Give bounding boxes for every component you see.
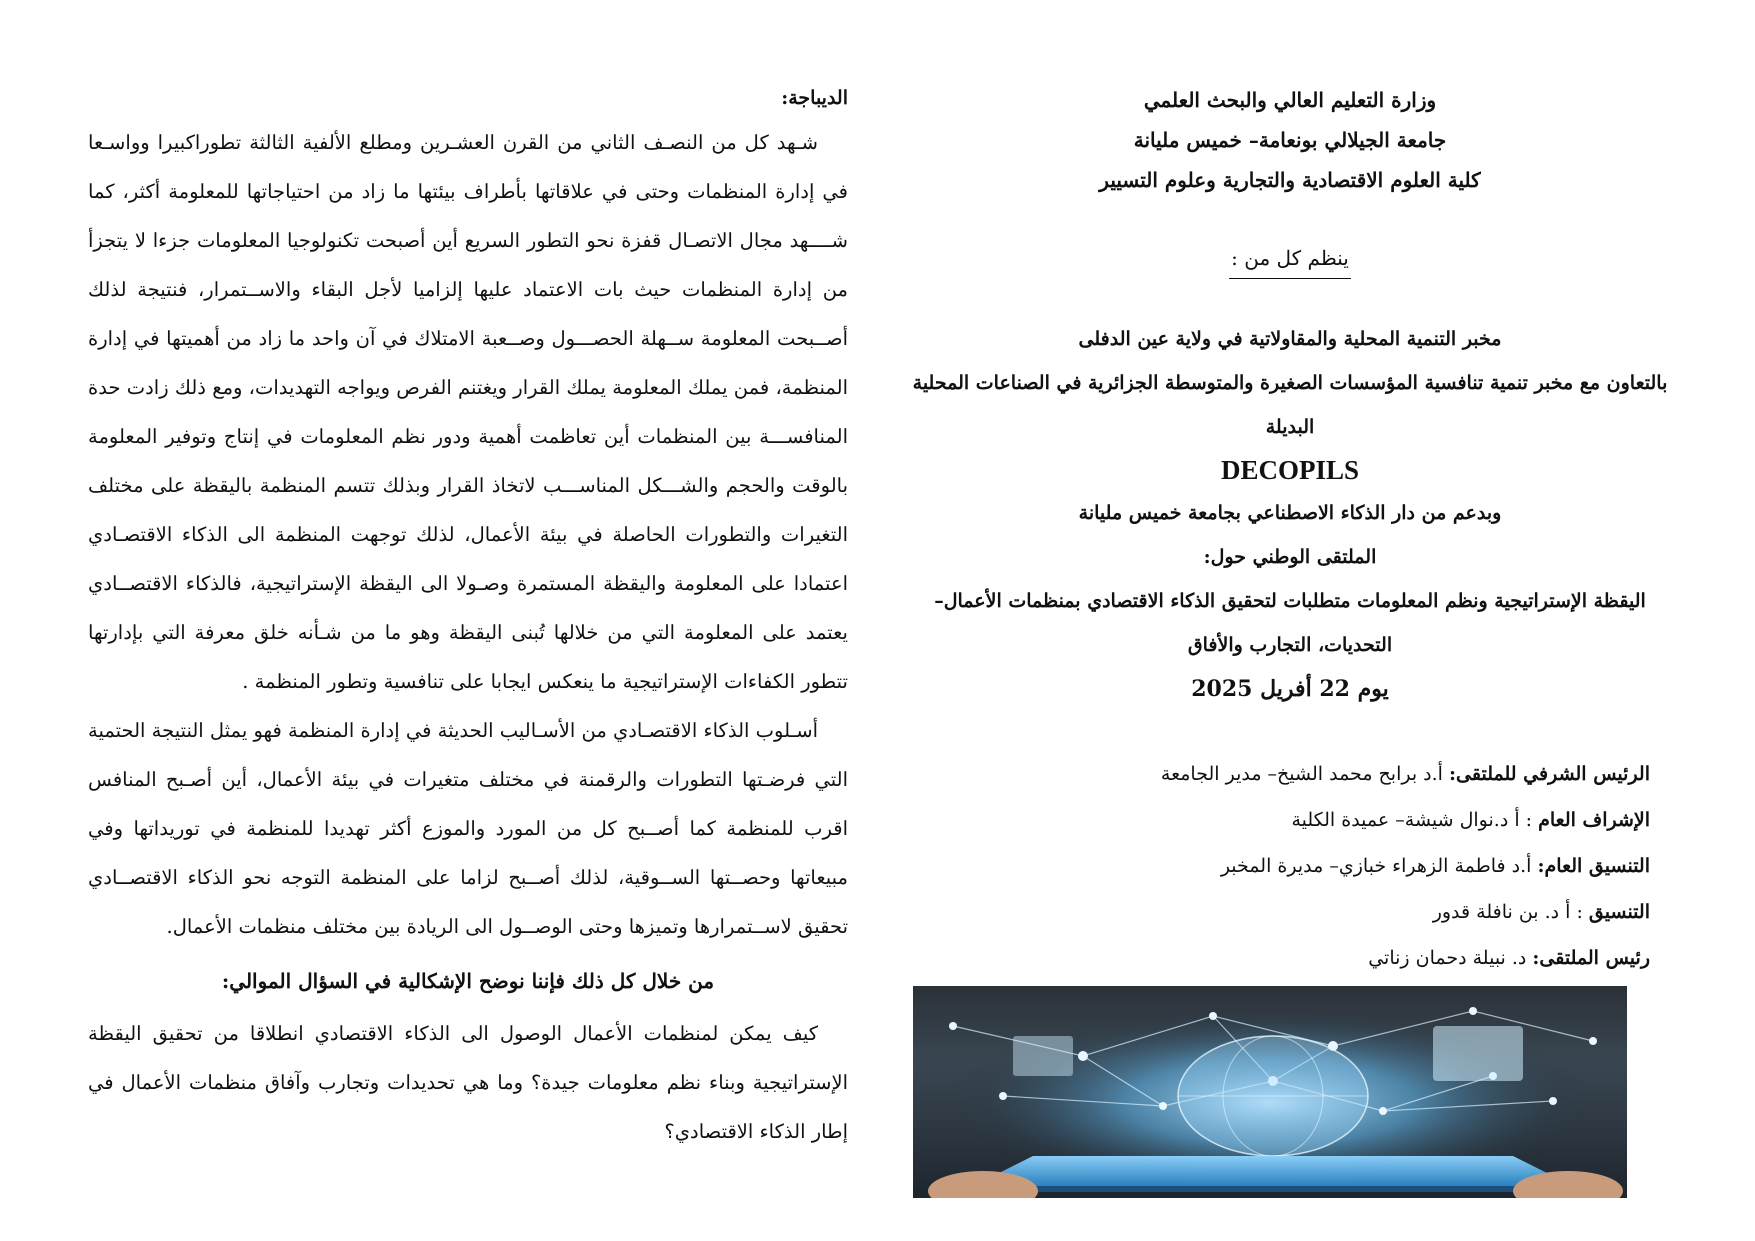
forum-topic-line-1: اليقظة الإستراتيجية ونظم المعلومات متطلبات لتحقيق الذكاء الاقتصادي بمنظمات الأعمال– [934,590,1646,612]
committee-member: : أ د.نوال شيشة– عميدة الكلية [1291,809,1539,831]
committee-row [905,751,1650,797]
committee-member: أ.د برابح محمد الشيخ– مدير الجامعة [1160,763,1449,785]
faculty-name: كلية العلوم الاقتصادية والتجارية وعلوم التسيير [1099,168,1481,192]
committee-role: رئيس الملتقى: [1532,947,1650,969]
committee-role: الرئيس الشرفي للملتقى: [1449,763,1650,785]
committee-row [905,797,1650,843]
committee-member: د. نبيلة دحمان زناتي [1368,947,1533,969]
organizer-label-wrap [905,240,1675,279]
committee-row [905,889,1650,935]
forum-label: الملتقى الوطني حول: [1203,546,1377,568]
committee-role: الإشراف العام [1538,809,1650,831]
preamble-paragraph-2: أسـلوب الذكاء الاقتصـادي من الأسـاليب الحديثة في إدارة المنظمة فهو يمثل النتيجة الحتمية التي فرضـتها التطورات والرقمنة في مختلف متغيرات في بيئة الأعمال، أين أصـبح المنافس اقرب للمنظمة كما أصــبح كل من المورد والموزع أكثر تهديدا للمنظمة في توريداتها وفي مبيعاتها وحصــتها الســوقية، لذلك أصــبح لزاما على المنظمة التوجه نحو الذكاء الاقتصــادي تحقيق لاســتمرارها وتميزها وحتى الوصــول الى الريادة بين مختلف منظمات الأعمال. [88,719,848,938]
university-name: جامعة الجيلالي بونعامة– خميس مليانة [1133,128,1447,152]
committee-member: : أ د. بن نافلة قدور [1432,901,1589,923]
committee-role: التنسيق [1588,901,1650,923]
problem-statement-title: من خلال كل ذلك فإننا نوضح الإشكالية في السؤال الموالي: [221,969,715,993]
preamble-paragraph-1: شـهد كل من النصـف الثاني من القرن العشـرين ومطلع الألفية الثالثة تطوراكبيرا وواسـعا في إدارة المنظمات وحتى في علاقاتها بأطراف بيئتها ما زاد من احتياجاتها للمعلومة أكثر، كما شــــهد مجال الاتصـال قفزة نحو التطور السريع أين أصبحت تكنولوجيا المعلومات جزءا لا يتجزأ من إدارة المنظمات حيث بات الاعتماد عليها إلزاميا لأجل البقاء والاســتمرار، فنتيجة لذلك أصــبحت المعلومة ســهلة الحصـــول وصــعبة الامتلاك في آن واحد ما زاد من أهميتها في إدارة المنظمة، فمن يملك المعلومة يملك القرار ويغتنم الفرص ويواجه التهديدات، ومع ذلك زادت حدة المنافســـة بين المنظمات أين تعاظمت أهمية ودور نظم المعلومات في إنتاج وتوفير المعلومة بالوقت والحجم والشـــكل المناســـب لاتخاذ القرار وبذلك تتسم المنظمة باليقظة على مختلف التغيرات والتطورات الحاصلة في بيئة الأعمال، لذلك توجهت المنظمة الى الذكاء الاقتصـادي اعتمادا على المعلومة واليقظة المستمرة وصـولا الى اليقظة الإستراتيجية، فالذكاء الاقتصــادي يعتمد على المعلومة التي من خلالها تُبنى اليقظة وهو ما من شـأنه خلق معرفة التي بإدارتها تتطور الكفاءات الإستراتيجية ما ينعكس ايجابا على تنافسية وتطور المنظمة . [88,131,848,693]
forum-date: يوم 22 أفريل 2025 [1191,676,1389,702]
forum-topic-line-2: التحديات، التجارب والأفاق [1187,634,1393,656]
organizer-label: ينظم كل من : [1229,240,1351,279]
preamble-section [88,78,848,1156]
committee-list [905,751,1675,981]
lab-primary: مخبر التنمية المحلية والمقاولاتية في ولاية عين الدفلى [1078,328,1502,350]
support-line: وبدعم من دار الذكاء الاصطناعي بجامعة خميس مليانة [1078,502,1502,524]
cover-section [905,80,1675,981]
committee-member: أ.د فاطمة الزهراء خبازي– مديرة المخبر [1220,855,1538,877]
committee-row [905,935,1650,981]
network-globe-icon [913,986,1627,1198]
preamble-title: الديباجة: [781,87,848,109]
committee-row [905,843,1650,889]
tablet-network-illustration [913,986,1627,1198]
committee-role: التنسيق العام: [1537,855,1650,877]
lab-acronym: DECOPILS [1220,455,1360,485]
problem-statement-question: كيف يمكن لمنظمات الأعمال الوصول الى الذكاء الاقتصادي انطلاقا من تحقيق اليقظة الإستراتيجية وبناء نظم معلومات جيدة؟ وما هي تحديدات وتجارب وآفاق منظمات الأعمال في إطار الذكاء الاقتصادي؟ [88,1022,848,1143]
ministry-name: وزارة التعليم العالي والبحث العلمي [1143,88,1437,112]
lab-partner: بالتعاون مع مخبر تنمية تنافسية المؤسسات الصغيرة والمتوسطة الجزائرية في الصناعات المحلية البديلة [912,372,1668,438]
